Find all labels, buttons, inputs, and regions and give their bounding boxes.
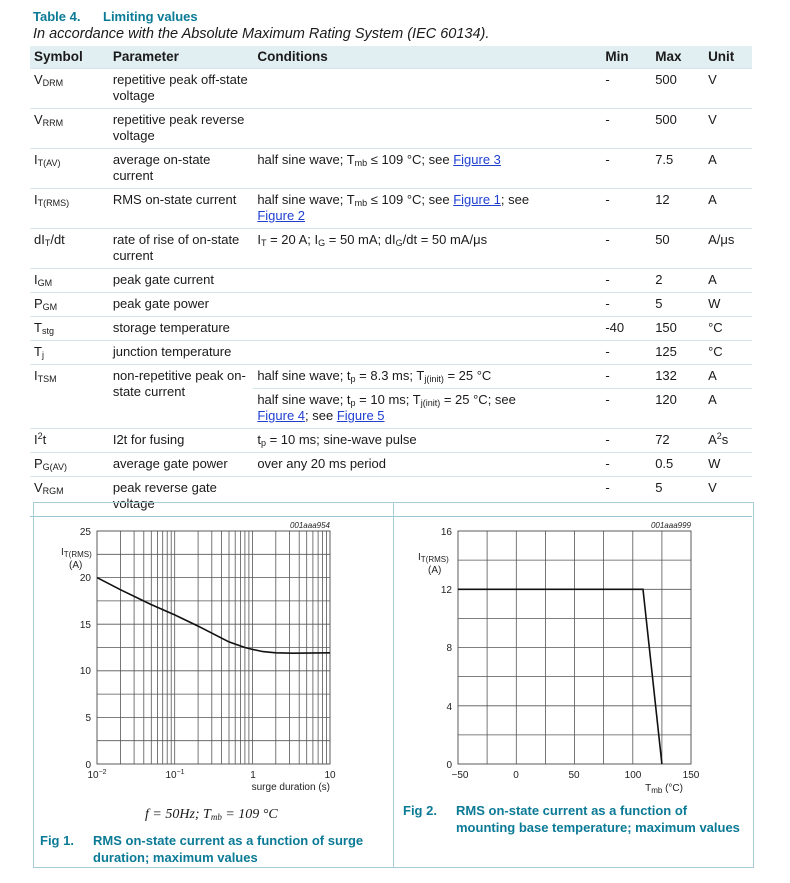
col-header-parameter: Parameter [109,46,254,69]
svg-text:5: 5 [85,713,91,724]
parameter-cell: junction temperature [109,341,254,365]
table-row [30,429,752,453]
conditions-cell [253,293,601,317]
symbol-cell: $I_{T(RMS)}$ [30,189,109,229]
max-cell: 500 [651,69,704,109]
min-cell: - [601,293,651,317]
max-cell: 125 [651,341,704,365]
max-cell: 500 [651,109,704,149]
table-row [30,317,752,341]
symbol-cell: $I_{TSM}$ [30,365,109,429]
parameter-cell: RMS on-state current [109,189,254,229]
min-cell: - [601,429,651,453]
svg-text:100: 100 [624,770,642,781]
fig1-yunit: (A) [69,560,83,571]
max-cell: 5 [651,293,704,317]
col-header-symbol: Symbol [30,46,109,69]
col-header-max: Max [651,46,704,69]
svg-text:8: 8 [446,643,452,654]
svg-text:1: 1 [250,770,256,781]
table-title-text: Limiting values [103,9,198,24]
max-cell: 0.5 [651,453,704,477]
figure-5-link[interactable]: Figure 5 [336,408,385,423]
parameter-cell: peak gate power [109,293,254,317]
fig2-id: 001aaa999 [650,521,691,530]
symbol-cell: $P_{GM}$ [30,293,109,317]
fig1-xlabel: surge duration (s) [251,782,330,793]
limiting-values-table [30,46,752,517]
fig1-caption-text: RMS on-state current as a function of surge duration; maximum values [93,833,364,865]
fig2-caption [403,802,748,836]
max-cell: 150 [651,317,704,341]
min-cell: - [601,269,651,293]
parameter-cell: repetitive peak off-state voltage [109,69,254,109]
conditions-cell: $I_T = 20$ A; $I_G = 50$ mA; $dI_G/dt = 50$ mA/μs [253,229,601,269]
symbol-cell: $dI_T/dt$ [30,229,109,269]
min-cell: - [601,389,651,429]
parameter-cell: rate of rise of on-state current [109,229,254,269]
fig2-yunit: (A) [428,565,442,576]
table-row [30,109,752,149]
table-row [30,229,752,269]
table-row [30,293,752,317]
max-cell: 7.5 [651,149,704,189]
unit-cell: °C [704,341,752,365]
col-header-unit: Unit [704,46,752,69]
unit-cell: W [704,293,752,317]
unit-cell: A [704,389,752,429]
max-cell: 12 [651,189,704,229]
max-cell: 50 [651,229,704,269]
parameter-cell: peak reverse gate voltage [109,477,254,517]
svg-text:25: 25 [79,527,91,538]
svg-text:12: 12 [440,585,452,596]
conditions-cell [253,69,601,109]
conditions-cell: half sine wave; $T_{mb} \le 109$ °C; see Figure 1; see Figure 2 [253,189,601,229]
svg-text:0: 0 [446,760,452,771]
table-title [33,9,198,24]
table-subtitle: In accordance with the Absolute Maximum Rating System (IEC 60134). [33,26,490,42]
fig1-condition-formula: f = 50Hz; $T_{mb} = 109$ °C [145,807,278,822]
svg-text:20: 20 [79,573,91,584]
table-number: Table 4. [33,9,81,24]
fig2-plot [393,520,754,795]
fig2-chart [393,520,754,795]
unit-cell: A [704,189,752,229]
unit-cell: A/μs [704,229,752,269]
conditions-cell: half sine wave; $t_p = 8.3$ ms; $T_{j(init)} = 25$ °C [253,365,601,389]
parameter-cell: average gate power [109,453,254,477]
unit-cell: A [704,365,752,389]
fig2-grid [458,531,691,764]
figure-2-link[interactable]: Figure 2 [257,208,306,223]
fig1-plot [33,520,393,795]
symbol-cell: $I_{T(AV)}$ [30,149,109,189]
conditions-cell [253,341,601,365]
fig2-number: Fig 2. [403,803,437,818]
unit-cell: V [704,69,752,109]
svg-text:0: 0 [85,760,91,771]
min-cell: - [601,189,651,229]
parameter-cell: repetitive peak reverse voltage [109,109,254,149]
unit-cell: A [704,149,752,189]
fig1-caption [40,832,385,866]
max-cell: 120 [651,389,704,429]
min-cell: - [601,365,651,389]
table-row [30,269,752,293]
svg-text:0: 0 [513,770,519,781]
col-header-min: Min [601,46,651,69]
conditions-cell: half sine wave; $T_{mb} \le 109$ °C; see Figure 3 [253,149,601,189]
symbol-cell: $V_{RRM}$ [30,109,109,149]
figure-1-link[interactable]: Figure 1 [453,192,501,207]
min-cell: - [601,69,651,109]
svg-text:−50: −50 [451,770,469,781]
svg-text:10: 10 [324,770,336,781]
max-cell: 132 [651,365,704,389]
max-cell: 2 [651,269,704,293]
fig2-xticks [452,770,700,781]
max-cell: 72 [651,429,704,453]
fig1-id: 001aaa954 [289,521,330,530]
symbol-cell: $T_{stg}$ [30,317,109,341]
fig1-chart [33,520,393,795]
symbol-cell: $I_{GM}$ [30,269,109,293]
svg-text:10−2: $10^{-2}$ [87,769,107,781]
parameter-cell: storage temperature [109,317,254,341]
fig1-number: Fig 1. [40,833,74,848]
conditions-cell: $t_p = 10$ ms; sine-wave pulse [253,429,601,453]
symbol-cell: $T_j$ [30,341,109,365]
unit-cell: A [704,269,752,293]
min-cell: - [601,453,651,477]
min-cell: - [601,109,651,149]
conditions-cell [253,109,601,149]
fig1-ylabel: $I_{T(RMS)}$ [61,547,92,559]
table-row [30,69,752,109]
svg-text:150: 150 [682,770,700,781]
unit-cell: $A^2s$ [704,429,752,453]
min-cell: - [601,229,651,269]
parameter-cell: I2t for fusing [109,429,254,453]
fig2-ylabel: $I_{T(RMS)}$ [418,552,449,564]
svg-text:15: 15 [79,620,91,631]
fig1-xticks [87,769,336,781]
fig2-xlabel: $T_{mb}$ (°C) [645,783,683,795]
parameter-cell: average on-state current [109,149,254,189]
unit-cell: V [704,109,752,149]
svg-text:16: 16 [440,527,452,538]
min-cell: - [601,149,651,189]
conditions-cell [253,269,601,293]
fig1-grid [97,531,330,764]
unit-cell: W [704,453,752,477]
svg-text:10−1: $10^{-1}$ [165,769,185,781]
symbol-cell: $V_{RGM}$ [30,477,109,517]
svg-text:50: 50 [568,770,580,781]
symbol-cell: $V_{DRM}$ [30,69,109,109]
fig1-curve [97,578,330,654]
conditions-cell: half sine wave; $t_p = 10$ ms; $T_{j(init)} = 25$ °C; see Figure 4; see Figure 5 [253,389,601,429]
table-row [30,453,752,477]
table-row [30,189,752,229]
min-cell: - [601,341,651,365]
table-header-row [30,46,752,69]
parameter-cell: peak gate current [109,269,254,293]
table-row [30,149,752,189]
parameter-cell: non-repetitive peak on-state current [109,365,254,429]
figure-4-link[interactable]: Figure 4 [257,408,306,423]
svg-text:10: 10 [79,666,91,677]
unit-cell: V [704,477,752,517]
symbol-cell: $P_{G(AV)}$ [30,453,109,477]
conditions-cell: over any 20 ms period [253,453,601,477]
col-header-conditions: Conditions [253,46,601,69]
min-cell: - [601,477,651,517]
table-row [30,341,752,365]
conditions-cell [253,317,601,341]
fig2-caption-text: RMS on-state current as a function of mounting base temperature; maximum values [456,803,740,835]
table-row [30,365,752,389]
symbol-cell: $I^2t$ [30,429,109,453]
svg-text:4: 4 [446,702,452,713]
figure-3-link[interactable]: Figure 3 [453,152,501,167]
unit-cell: °C [704,317,752,341]
min-cell: -40 [601,317,651,341]
max-cell: 5 [651,477,704,517]
